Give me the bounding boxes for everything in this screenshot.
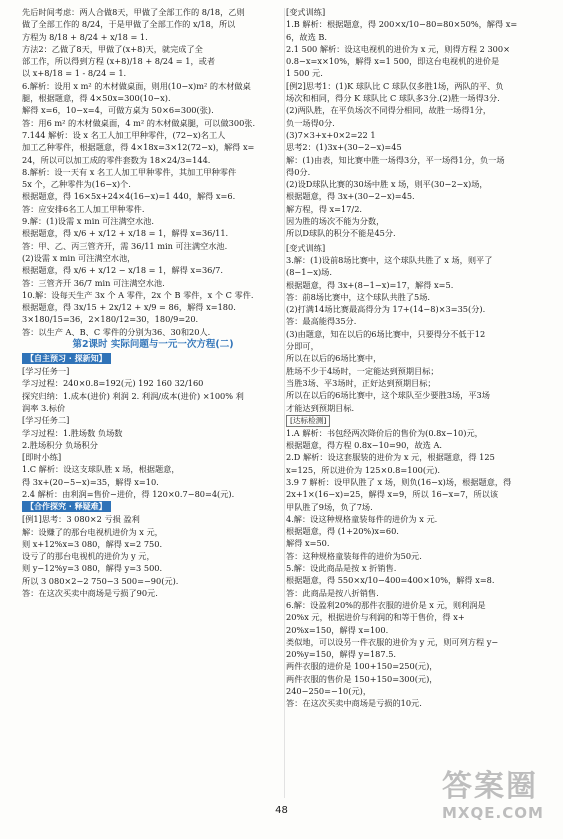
text-line: 所以 3 080×2−2 750−3 500=−90(元). [22,575,179,586]
text-line: 解：设赚了的那台电视机进价为 x 元， [22,526,163,537]
text-line: 所以在以后的6场比赛中，这个球队至少要胜3场，平3场 [286,390,490,401]
watermark-logo [442,770,557,832]
text-line: 所以D球队的积分不能是45分. [286,228,396,239]
self-study-tag: 【自主预习 · 探新知】 [22,353,111,364]
text-line: 学习过程：1.胜场数 负场数 [22,427,123,438]
text-line: 负一场得0分. [286,117,335,128]
text-line: 8.解析：设一天有 x 名工人加工甲种零件，其加工甲种零件 [22,166,237,177]
text-line: (2)两队胜，在平负场次不同得分相同，故胜一场得1分， [286,105,492,116]
watermark-big-text: 答案圈 [442,769,538,804]
text-line: 答：这种规格童装每件的进价为50元. [286,550,422,561]
text-line: 部工作，所以得到方程 (x+8)/18 + 8/24 = 1，或者 [22,56,216,67]
standard-test-tag: [达标检测] [286,415,330,427]
text-line: 分即可， [286,341,319,352]
text-line: 1.B 解析：根据题意，得 200×x/10−80=80×50%，解得 x= [286,19,518,30]
text-line: 答：应安排6名工人加工甲种零件. [22,203,145,214]
text-line: 根据题意，得 16×5x+24×4(16−x)=1 440，解得 x=6. [22,191,236,202]
text-line: 场次和相同，得分 K 球队比 C 球队多3分.(2)胜一场得3分. [286,93,500,104]
text-line: 根据题意，得 x/6 + x/12 − x/18 = 1，解得 x=36/7. [22,265,223,276]
text-line: 答：甲、乙、丙三管齐开，需 36/11 min 可注满空水池. [22,240,228,251]
text-line: 润率 3.标价 [22,402,66,413]
text-line: 因为胜的场次不能为分数， [286,216,385,227]
text-line: 2.4 解析：由利润=售价−进价，得 120×0.7−80=4(元). [22,488,235,499]
text-line: (3)7×3+x+0×2=22 1 [286,129,376,140]
text-line: [变式训练] [286,7,326,17]
text-line: 4.解：设这种规格童装每件的进价为 x 元. [286,513,438,524]
text-line: 答：三管齐开 36/7 min 可注满空水池. [22,277,165,288]
text-line: [学习任务二] [22,415,70,426]
text-line: 得 3x+(20−5−x)=35，解得 x=10. [22,476,159,487]
text-line: 5x 个，乙种零件为(16−x)个. [22,179,131,190]
text-line: 答：在这次买卖中商场是亏损的10元. [286,698,422,709]
text-line: 解得 x=50. [286,538,330,549]
text-line: 答：最高能得35分. [286,316,357,327]
text-line: 3.9 7 解析：设甲队胜了 x 场，则负(16−x)场，根据题意，得 [286,476,512,487]
text-line: 20%y=150，解得 y=187.5. [286,649,397,660]
text-line: (8−1−x)场. [286,267,332,278]
text-line: 2.胜场积分 负场积分 [22,439,98,450]
text-line: 根据题意，得 x/6 + x/12 + x/18 = 1，解得 x=36/11. [22,228,229,239]
text-line: 甲队胜了9场，负了7场. [286,501,373,512]
text-line: 则 y−12%y=3 080，解得 y=3 500. [22,563,163,574]
text-line: 解方程，得 x=17/2. [286,203,363,214]
text-line: 两件衣服的售价是 150+150=300(元)， [286,673,438,684]
text-line: 答：在这次买卖中商场是亏损了90元. [22,588,158,599]
text-line: 方程为 8/18 + 8/24 + x/18 = 1. [22,31,148,42]
text-line: 解得 x=6，10−x=4，可做方桌为 50×6=300(张). [22,105,214,116]
text-line: 加工乙种零件，根据题意，得 4×18x=3×12(72−x)，解得 x= [22,142,255,153]
text-line: 两件衣服的进价是 100+150=250(元)， [286,661,438,672]
text-line: 以 x+8/18 = 1 - 8/24 = 1. [22,68,127,79]
text-line: 240−250=−10(元)， [286,686,372,697]
text-line: 思考2：(1)3x+(30−2−x)=45 [286,142,402,153]
text-line: 答：用6 m² 的木材做桌面，4 m² 的木材做桌腿，可以做300张. [22,117,256,128]
text-line: 解：(1)由表，知比赛中胜一场得3分，平一场得1分，负一场 [286,154,505,165]
text-line: 6.解析：设用 x m² 的木材做桌面，则用(10−x)m² 的木材做桌 [22,80,251,91]
text-line: (2)打满14场比赛最高得分为 17+(14−8)×3=35(分). [286,304,486,315]
text-line: 20%x=150，解得 x=100. [286,624,389,635]
page-number: 48 [275,805,288,816]
text-line: 3.解：(1)设前8场比赛中，这个球队共胜了 x 场，则平了 [286,254,493,265]
text-line: 答：以生产 A、B、C 零件的分别为36、30和20人. [22,326,211,337]
text-line: 1 500 元. [286,68,323,79]
text-line: 2x+1×(16−x)=25，解得 x=9，所以 16−x=7，所以该 [286,489,499,500]
cooperate-tag: 【合作探究 · 释疑难】 [22,501,111,512]
text-line: (2)设D球队比赛的30场中胜 x 场，则平(30−2−x)场， [286,179,488,190]
text-line: 做了全部工作的 8/24，于是甲做了全部工作的 x/18，所以 [22,19,236,30]
text-line: (3)由题意，知在以后的6场比赛中，只要得分不低于12 [286,328,486,339]
text-line: 3×180/15=36，2×180/12=30，180/9=20. [22,314,199,325]
text-line: 6，故选 B. [286,31,327,42]
text-line: [即时小练] [22,452,62,463]
text-line: 根据题意，得 3x/15 + 2x/12 + x/9 = 86，解得 x=180. [22,302,236,313]
text-line: 腿，根据题意，得 4×50x=300(10−x). [22,93,171,104]
text-line: 答：前8场比赛中，这个球队共胜了5场. [286,291,431,302]
text-line: 胜场不少于4场时，一定能达到预期目标； [286,365,439,376]
text-line: (2)设需 x min 可注满空水池， [22,252,136,263]
text-line: 20%x 元，根据进价与利润的和等于售价，得 x+ [286,612,465,623]
text-line: 1.A 解析：书包经两次降价后的售价为(0.8x−10)元， [286,427,483,438]
text-line: 根据题意，得 550×x/10−400=400×10%，解得 x=8. [286,575,495,586]
text-line: 2.1 500 解析：设这电视机的进价为 x 元，则得方程 2 300× [286,43,510,54]
text-line: 得0分. [286,166,311,177]
text-line: 根据题意，得方程 0.8x−10=90，故选 A. [286,440,442,451]
section-title: 第2课时 实际问题与一元一次方程(二) [72,339,234,351]
text-line: 答：此商品是按八折销售. [286,587,379,598]
text-line: 0.8−x=x×10%，解得 x=1 500，即这台电视机的进价是 [286,56,500,67]
text-line: 10.解：设每天生产 3x 个 A 零件，2x 个 B 零件，x 个 C 零件. [22,289,254,300]
text-line: [例2]思考1：(1)K 球队比 C 球队仅多胜1场，两队的平、负 [286,80,504,91]
text-line: 根据题意，得 (1+20%)x=60. [286,526,399,537]
text-line: 当胜3场、平3场时，正好达到预期目标； [286,377,436,388]
text-line: 所以在以后的6场比赛中， [286,353,382,364]
text-line: 则 x+12%x=3 080，解得 x=2 750. [22,538,163,549]
text-line: 9.解：(1)设需 x min 可注满空水池. [22,216,154,227]
text-line: [变式训练] [286,242,326,253]
watermark-small-text: MXQE.COM [442,804,544,822]
text-line: 6.解：设盈利20%的那件衣服的进价是 x 元，则利润是 [286,599,486,610]
column-divider [284,8,285,798]
text-line: 探究归纳：1.成本(进价) 利润 2. 利润/成本(进价) ×100% 利 [22,390,244,401]
left-column [22,6,284,599]
text-line: 才能达到预期目标. [286,402,355,413]
text-line: 5.解：设此商品是按 x 折销售. [286,563,397,574]
text-line: 类似地，可以设另一件衣服的进价为 y 元，则可列方程 y− [286,636,499,647]
right-column [286,6,548,710]
text-line: 7.144 解析：设 x 名工人加工甲种零件，(72−x)名工人 [22,129,226,140]
text-line: [例1]思考：3 080×2 亏损 盈利 [22,514,140,525]
text-line: 设亏了的那台电视机的进价为 y 元， [22,551,155,562]
text-line: 1.C 解析：设这支球队胜 x 场，根据题意， [22,464,180,475]
text-line: 先后时间考虑：两人合做8天，甲做了全部工作的 8/18，乙则 [22,7,245,17]
text-line: 根据题意，得 3x+(30−2−x)=45. [286,191,415,202]
text-line: 学习过程：240×0.8=192(元) 192 160 32/160 [22,378,204,389]
text-line: x=125，所以进价为 125×0.8=100(元). [286,464,441,475]
text-line: 2.D 解析：设这套服装的进价为 x 元，根据题意，得 125 [286,452,495,463]
text-line: 方法2：乙做了8天，甲做了(x+8)天，就完成了全 [22,43,203,54]
text-line: 24，所以可以加工成的零件套数为 18×24/3=144. [22,154,211,165]
text-line: [学习任务一] [22,366,70,377]
text-line: 根据题意，得 3x+(8−1−x)=17，解得 x=5. [286,279,454,290]
